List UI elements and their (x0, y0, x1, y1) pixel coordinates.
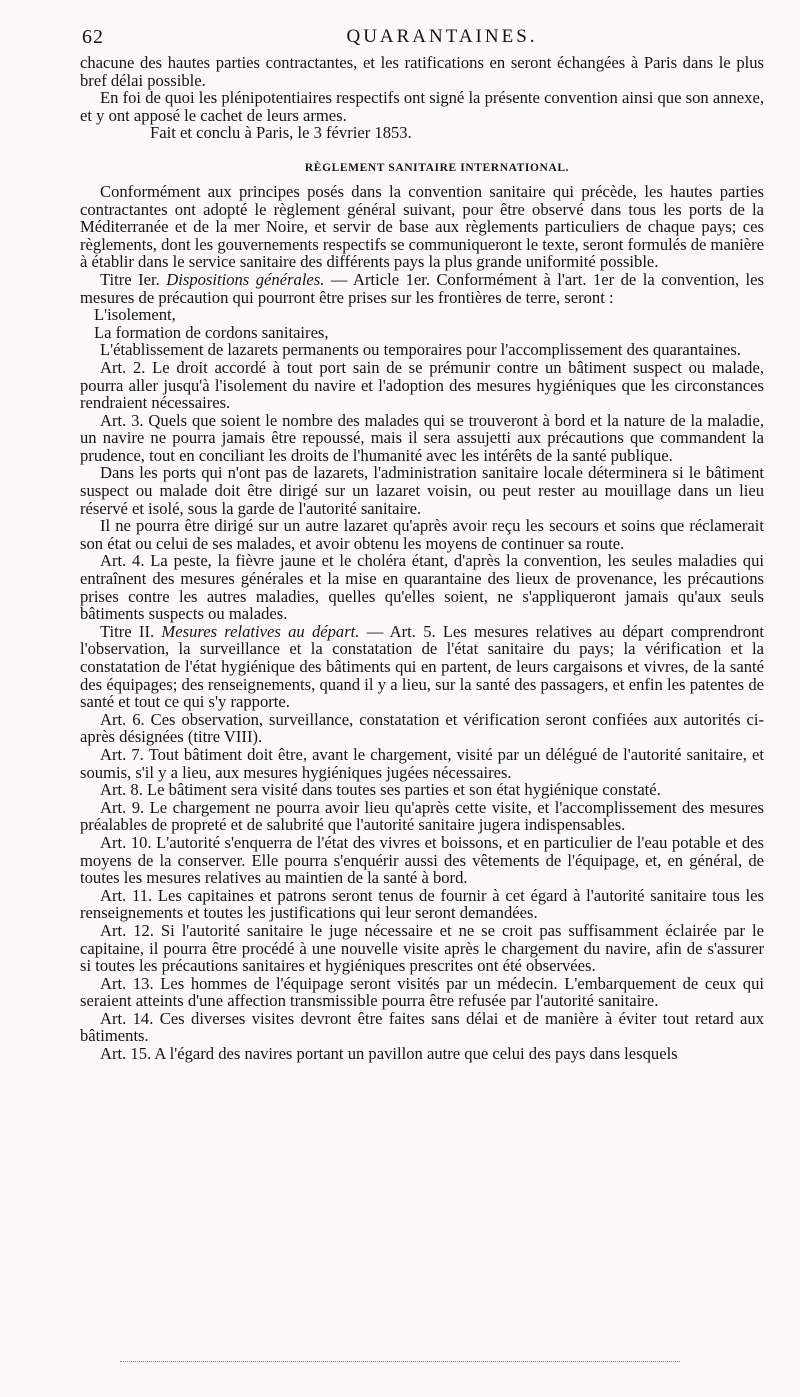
list-item: L'établissement de lazarets permanents ou temporaires pour l'accomplissement des quarantaines. (100, 340, 741, 360)
titre-2-text: — Art. 5. Les mesures relatives au départ comprendront l'observation, la surveillance et la constatation de l'état sanitaire du pays; la vérification et la constatation de l'état hygiénique des bâtiments qui en partent, de leurs cargaisons et vivres, de la santé des équipages; des renseignements, quand il y a lieu, sur la santé des passagers, et enfin les patentes de santé et tout ce qui s'y rapporte. (80, 621, 765, 712)
list-item: La formation de cordons sanitaires, (94, 322, 329, 342)
footer-rule (120, 1361, 680, 1362)
article-7: Art. 7. Tout bâtiment doit être, avant le chargement, visité par un délégué de l'autorité sanitaire, et soumis, s'il y a lieu, aux mesures hygiéniques jugées nécessaires. (80, 744, 764, 782)
article-10: Art. 10. L'autorité s'enquerra de l'état des vivres et boissons, et en particulier de l'eau potable et des moyens de la conserver. Elle pourra s'enquérir aussi des vêtements de l'équipage, et, en général, de toutes les mesures relatives au maintien de la santé à bord. (80, 832, 764, 888)
article-3: Art. 3. Quels que soient le nombre des malades qui se trouveront à bord et la nature de la maladie, un navire ne pourra jamais être repoussé, mais il sera assujetti aux précautions que commandent la prudence, tout en conciliant les droits de l'humanité avec les intérêts de la santé publique. (80, 410, 764, 465)
article-6: Art. 6. Ces observation, surveillance, constatation et vérification seront confiées aux autorités ci-après désignées (titre VIII). (80, 709, 764, 747)
article-3-paragraph-3: Il ne pourra être dirigé sur un autre lazaret qu'après avoir reçu les secours et soins que réclamerait son état ou celui de ses malades, et avoir obtenu les moyens de continuer sa route. (80, 516, 764, 553)
article-13: Art. 13. Les hommes de l'équipage seront visités par un médecin. L'embarquement de ceux qui seraient atteints d'une affection transmissible pourra être refusée par l'autorité sanitaire. (80, 973, 764, 1011)
list-item: L'isolement, (94, 305, 176, 325)
page-header (80, 26, 764, 52)
paragraph-preamble: Conformément aux principes posés dans la convention sanitaire qui précède, les hautes parties contractantes ont adopté le règlement général suivant, pour être observé dans tous les ports de la Méditerranée et de la mer Noire, et servir de base aux règlements particuliers de chaque pays; ces règlements, dont les gouvernements respectifs se communiqueront le texte, seront formulés de manière à établir dans le service sanitaire des différents pays la plus grande uniformité possible. (80, 181, 764, 272)
article-9: Art. 9. Le chargement ne pourra avoir lieu qu'après cette visite, et l'accomplissement des mesures préalables de propreté et de salubrité que l'autorité sanitaire jugera indispensables. (80, 797, 764, 835)
article-14: Art. 14. Ces diverses visites devront être faites sans délai et de manière à éviter tout retard aux bâtiments. (80, 1008, 764, 1046)
paragraph-titre-1 (80, 271, 764, 306)
paragraph-titre-2 (80, 623, 764, 711)
titre-1-text: — Article 1er. Conformément à l'art. 1er de la convention, les mesures de précaution qui pourront être prises sur les frontières de terre, seront : (80, 269, 764, 307)
titre-2-title: Mesures relatives au départ. (161, 621, 360, 641)
article-4: Art. 4. La peste, la fièvre jaune et le choléra étant, d'après la convention, les seules maladies qui entraînent des mesures générales et la mise en quarantaine des lieux de provenance, les précautions prises contre les autres maladies, quelles qu'elles soient, ne s'appliqueront jamais qu'aux seuls bâtiments suspects ou malades. (80, 551, 764, 624)
paragraph-signature: En foi de quoi les plénipotentiaires respectifs ont signé la présente convention ainsi que son annexe, et y ont apposé le cachet de leurs armes. (80, 88, 764, 125)
titre-1-lead: Titre Ier. (100, 269, 160, 289)
titre-1-title: Dispositions générales. (166, 269, 325, 289)
article-11: Art. 11. Les capitaines et patrons seront tenus de fournir à cet égard à l'autorité sanitaire tous les renseignements et toutes les justifications qui leur seront demandées. (80, 885, 764, 923)
paragraph-date: Fait et conclu à Paris, le 3 février 1853. (150, 123, 412, 143)
article-12: Art. 12. Si l'autorité sanitaire le juge nécessaire et ne se croit pas suffisamment éclairée par le capitaine, il pourra être procédé à une nouvelle visite après le chargement du navire, afin de s'assurer si toutes les précautions sanitaires et hygiéniques prescrites ont été observées. (80, 920, 764, 976)
running-title: QUARANTAINES. (346, 26, 538, 47)
article-3-paragraph-2: Dans les ports qui n'ont pas de lazarets, l'administration sanitaire locale déterminera si le bâtiment suspect ou malade doit être dirigé sur un lazaret voisin, ou peut rester au mouillage dans un lieu réservé et isolé, sous la garde de l'autorité sanitaire. (80, 463, 764, 518)
section-title: RÈGLEMENT SANITAIRE INTERNATIONAL. (304, 161, 570, 174)
article-15: Art. 15. A l'égard des navires portant un pavillon autre que celui des pays dans lesquels (100, 1044, 678, 1064)
titre-2-lead: Titre II. (100, 621, 155, 641)
article-2: Art. 2. Le droit accordé à tout port sain de se prémunir contre un bâtiment suspect ou malade, pourra aller jusqu'à l'isolement du navire et l'adoption des mesures hygiéniques que les circonstances rendraient nécessaires. (80, 357, 764, 413)
paragraph-ratification: chacune des hautes parties contractantes, et les ratifications en seront échangées à Paris dans le plus bref délai possible. (80, 53, 764, 90)
page-number: 62 (82, 26, 104, 48)
article-8: Art. 8. Le bâtiment sera visité dans toutes ses parties et son état hygiénique constaté. (100, 780, 661, 800)
